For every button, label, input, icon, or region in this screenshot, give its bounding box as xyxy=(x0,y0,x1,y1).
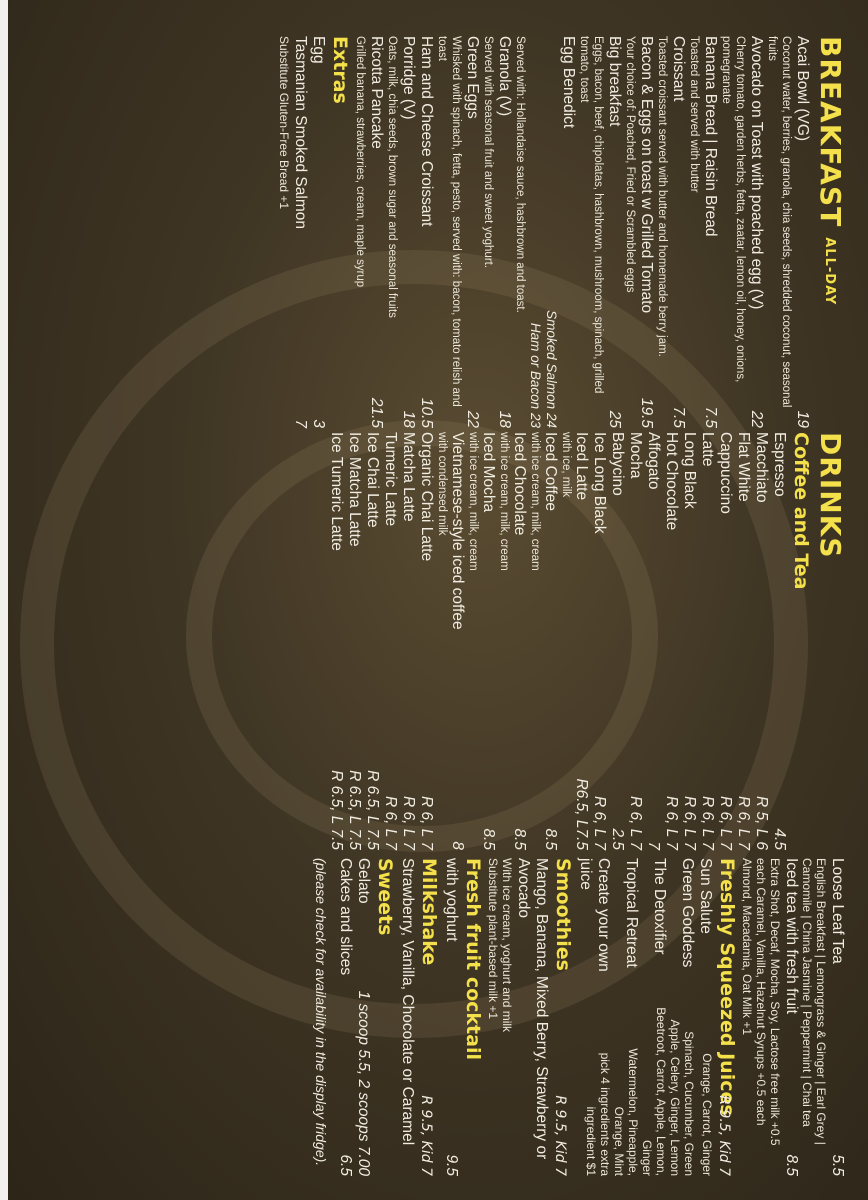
breakfast-item-name: Croissant xyxy=(670,36,687,102)
drink-item-name: Latte xyxy=(699,432,716,467)
iced-tea-row xyxy=(782,858,800,1176)
option-price: 24 xyxy=(544,412,559,428)
breakfast-item-desc: Cherry tomato, garden herbs, fetta, zaatar, lemon oil, honey, onions, pomegranate xyxy=(720,36,746,383)
drink-item-name: Ice Long Black xyxy=(591,432,608,534)
drink-item-price: R 6, L 7 xyxy=(717,795,734,850)
drink-item-name: Flat White xyxy=(735,432,752,502)
drink-item-row xyxy=(590,432,608,850)
juice-name: Green Goddess xyxy=(679,858,696,968)
breakfast-item-row xyxy=(463,36,481,428)
breakfast-item-name: Acai Bowl (VG) xyxy=(794,36,811,142)
smoothies-flavours-1: Mango, Banana, Mixed Berry, Strawberry or xyxy=(533,858,550,1160)
drink-item-name: Mocha xyxy=(627,432,644,479)
breakfast-item-price: 10.5 xyxy=(418,397,435,428)
egg-benedict-option xyxy=(527,36,543,428)
coffee-extras-line-2: each Caramel, Vanilla, Hazelnut Syrups +0.5 each xyxy=(754,858,768,1126)
juice-ingredients: Watermelon, Pineapple, Orange, Mint xyxy=(612,1048,640,1176)
drink-item-name: Matcha Latte xyxy=(400,432,417,522)
extras-item-name: Egg xyxy=(310,36,327,64)
drink-item-price: R 6, L 7 xyxy=(627,795,644,850)
sweets-heading: Sweets xyxy=(374,858,396,936)
drink-item-name: Iced Latte xyxy=(573,432,590,501)
drink-item xyxy=(399,432,417,850)
fruit-cocktail-heading: Fresh fruit cocktail xyxy=(462,858,484,1060)
breakfast-item-name: Big breakfast xyxy=(606,36,623,127)
breakfast-item-name: Avocado on Toast with poached egg (V) xyxy=(748,36,765,310)
breakfast-item-desc: Coconut water, berries, granola, chia seeds, shredded coconut, seasonal fruits xyxy=(766,36,792,408)
drink-item xyxy=(716,432,734,850)
iced-tea-label: Iced tea with fresh fruit xyxy=(783,858,800,1014)
juice-row xyxy=(612,858,640,1176)
breakfast-heading: BREAKFASTALL-DAY xyxy=(814,36,847,306)
drink-item-price: R 6, L 7 xyxy=(699,795,716,850)
drink-item-row xyxy=(626,432,644,850)
drink-item xyxy=(698,432,716,850)
extras-item-row xyxy=(291,36,309,428)
drink-item-row xyxy=(770,432,788,850)
drink-item-name: Ice Matcha Latte xyxy=(346,432,363,547)
drink-item-price: R 6, L 7 xyxy=(418,795,435,850)
milkshake-price: R 9.5, Kid 7 xyxy=(418,1095,434,1176)
drink-item-row xyxy=(345,432,363,850)
drink-item-price: 8.5 xyxy=(480,828,497,850)
drink-item-name: Macchiato xyxy=(753,432,770,503)
drink-item-name: Iced Chocolate xyxy=(511,432,528,536)
breakfast-item-desc: Your choice of: Poached, Fried or Scrambled eggs xyxy=(624,36,636,293)
drink-item-name: Hot Chocolate xyxy=(663,432,680,531)
option-label: Ham or Bacon xyxy=(528,322,543,410)
breakfast-item-desc: Oats, milk, chia seeds, brown sugar and seasonal fruits xyxy=(386,36,398,318)
breakfast-item-row xyxy=(701,36,719,428)
smoothies-flavours-2: Avocado xyxy=(515,858,532,919)
breakfast-list xyxy=(353,36,811,428)
drink-item-desc: with ice cream, milk, cream xyxy=(498,432,510,571)
gelato-row xyxy=(354,858,372,1176)
breakfast-item xyxy=(353,36,385,428)
breakfast-item-desc: Whisked with spinach, fetta, pesto, served with: bacon, tomato relish and toast xyxy=(436,36,462,407)
drinks-heading: DRINKS xyxy=(814,432,847,559)
cakes-row xyxy=(336,858,354,1176)
juice-ingredients: Orange, Carrot, Ginger xyxy=(700,1053,714,1176)
drink-item-row xyxy=(363,432,381,850)
drink-item-price: 8.5 xyxy=(511,828,528,850)
drink-item-row xyxy=(327,432,345,850)
breakfast-item-price: 19.5 xyxy=(638,397,655,428)
drink-item-row xyxy=(752,432,770,850)
extras-item-price: 3 xyxy=(310,419,327,428)
breakfast-item-price: 7.5 xyxy=(702,406,719,428)
drink-item-row xyxy=(734,432,752,850)
drink-item-desc: with ice, milk xyxy=(560,432,572,498)
breakfast-column xyxy=(277,36,846,428)
drink-item-price: 7 xyxy=(645,841,662,850)
drink-item-price: 4.5 xyxy=(771,828,788,850)
drink-item xyxy=(497,432,528,850)
coffee-tea-heading: Coffee and Tea xyxy=(790,432,812,590)
drink-item-name: Long Black xyxy=(681,432,698,509)
breakfast-item xyxy=(765,36,811,428)
juice-row xyxy=(640,858,668,1176)
breakfast-item xyxy=(623,36,655,428)
drink-item-row xyxy=(698,432,716,850)
breakfast-item-row xyxy=(367,36,385,428)
drink-item-name: Iced Coffee xyxy=(542,432,559,511)
drink-item-name: Tumeric Latte xyxy=(382,432,399,527)
breakfast-item-row xyxy=(793,36,811,428)
availability-note: (please check for availability in the display fridge). xyxy=(313,858,329,1167)
cakes-price: 6.5 xyxy=(337,1154,354,1176)
breakfast-item-name: Green Eggs xyxy=(464,36,481,119)
coffee-extras-line-3: Almond, Macadamia, Oat Milk +1 xyxy=(740,858,754,1036)
juice-row xyxy=(696,858,714,1176)
breakfast-item-price: 19 xyxy=(794,410,811,428)
breakfast-item-row xyxy=(417,36,435,428)
drink-item-desc: with condensed milk xyxy=(436,432,448,536)
drink-item xyxy=(559,432,590,850)
drink-item xyxy=(662,432,680,850)
drink-item xyxy=(590,432,608,850)
breakfast-item-desc: Served with: Hollandaise sauce, hashbrown and toast. xyxy=(514,36,526,313)
drinks-column xyxy=(327,432,846,850)
fruit-cocktail-desc: with yoghurt xyxy=(443,858,460,942)
juice-ingredients: pick 4 ingredients extra ingredient $1 xyxy=(584,1052,612,1176)
smoothies-note-1: With ice cream, yoghurt and milk xyxy=(500,858,514,1033)
drink-item-row xyxy=(399,432,417,850)
fruit-cocktail-row xyxy=(442,858,460,1176)
breakfast-item xyxy=(687,36,719,428)
drink-item xyxy=(626,432,644,850)
drink-item-row xyxy=(608,432,626,850)
drink-item-name: Espresso xyxy=(771,432,788,497)
drink-item xyxy=(466,432,497,850)
breakfast-item-desc: Grilled banana, strawberries, cream, maple syrup xyxy=(354,36,366,288)
breakfast-item xyxy=(435,36,481,428)
breakfast-item-price: 7.5 xyxy=(670,406,687,428)
iced-tea-price: 8.5 xyxy=(783,1154,800,1176)
gelato-price: 1 scoop 5.5, 2 scoops 7.00 xyxy=(355,990,372,1176)
drink-item-name: Affogato xyxy=(645,432,662,490)
breakfast-item-name: Porridge (V) xyxy=(400,36,417,120)
breakfast-item-name: Bacon & Eggs on toast w Grilled Tomato xyxy=(638,36,655,314)
extras-list xyxy=(291,36,327,428)
drink-item-name: Organic Chai Latte xyxy=(418,432,435,562)
drink-item-price: R 6, L 7 xyxy=(591,795,608,850)
extras-item-row xyxy=(309,36,327,428)
breakfast-item-name: Banana Bread | Raisin Bread xyxy=(702,36,719,237)
drink-item xyxy=(435,432,466,850)
drink-item xyxy=(644,432,662,850)
breakfast-item-price: 18 xyxy=(400,410,417,428)
extras-item-price: 7 xyxy=(292,419,309,428)
drink-item xyxy=(734,432,752,850)
juice-name: Create your own juice xyxy=(577,858,612,972)
breakfast-item-row xyxy=(669,36,687,428)
milkshake-heading: Milkshake R 9.5, Kid 7 xyxy=(417,858,440,1176)
breakfast-item-price: 22 xyxy=(748,410,765,428)
drink-item-name: Ice Tumeric Latte xyxy=(328,432,345,551)
breakfast-item-row xyxy=(559,36,577,428)
juice-name: Tropical Retreat xyxy=(623,858,640,968)
drink-item xyxy=(770,432,788,850)
drink-item xyxy=(752,432,770,850)
juice-row xyxy=(668,858,696,1176)
juice-name: Sun Salute xyxy=(697,858,714,934)
drink-item-row xyxy=(572,432,590,850)
menu-card xyxy=(8,0,868,1200)
breakfast-item-row xyxy=(495,36,513,428)
drinks-list xyxy=(327,432,788,850)
breakfast-item-name: Ricotta Pancake xyxy=(368,36,385,149)
drink-item-row xyxy=(417,432,435,850)
tea-list-line-1: English Breakfast | Lemongrass & Ginger | Earl Grey | xyxy=(814,858,828,1145)
breakfast-item xyxy=(481,36,513,428)
drink-item-name: Ice Chai Latte xyxy=(364,432,381,528)
breakfast-item-row xyxy=(605,36,623,428)
breakfast-item xyxy=(385,36,417,428)
breakfast-item-price: 22 xyxy=(464,410,481,428)
drink-item-name: Iced Mocha xyxy=(480,432,497,513)
gluten-free-note: Substitute Gluten-Free Bread +1 xyxy=(277,36,291,210)
drink-item xyxy=(417,432,435,850)
breakfast-item xyxy=(577,36,623,428)
drink-item-row xyxy=(479,432,497,850)
breakfast-item xyxy=(719,36,765,428)
breakfast-item-row xyxy=(747,36,765,428)
juice-ingredients: Spinach, Cucumber, Green Apple, Celery, Ginger, Lemon xyxy=(668,1019,696,1176)
drink-item-price: 2.5 xyxy=(609,828,626,850)
breakfast-item-name: Granola (V) xyxy=(496,36,513,117)
drink-item-price: R 6, L 7 xyxy=(681,795,698,850)
drink-item-row xyxy=(680,432,698,850)
juices-price: R 9.5, Kid 7 xyxy=(716,1095,732,1176)
drink-item-name: Cappuccino xyxy=(717,432,734,514)
breakfast-item-row xyxy=(637,36,655,428)
breakfast-item-desc: Eggs, bacon, beef, chipolatas, hashbrown, mushroom, spinach, grilled tomato, toast xyxy=(578,36,604,394)
tea-list-line-2: Camomile | China Jasmine | Peppermint | Chai tea xyxy=(800,858,814,1127)
breakfast-item-price: 21.5 xyxy=(368,397,385,428)
drink-item xyxy=(381,432,399,850)
drink-item-price: R6.5, L7.5 xyxy=(573,778,590,850)
extras-heading: Extras xyxy=(329,36,351,104)
smoothies-heading: Smoothies R 9.5, Kid 7 xyxy=(551,858,574,1176)
fruit-cocktail-price: 9.5 xyxy=(443,1154,460,1176)
breakfast-item xyxy=(655,36,687,428)
breakfast-item-row xyxy=(399,36,417,428)
drink-item-row xyxy=(541,432,559,850)
drink-item-row xyxy=(510,432,528,850)
drink-item-desc: with ice cream, milk, cream xyxy=(467,432,479,571)
coffee-extras-line-1: Extra Shot, Decaf, Mocha, Soy, Lactose free milk +0.5 xyxy=(768,858,782,1146)
drink-item xyxy=(608,432,626,850)
breakfast-item-name: Egg Benedict xyxy=(560,36,577,129)
drink-item-price: R 6.5, L 7.5 xyxy=(328,770,345,850)
juice-name: The Detoxifier xyxy=(651,858,668,955)
drink-item xyxy=(363,432,381,850)
breakfast-item-desc: Toasted and served with butter xyxy=(688,36,700,193)
loose-leaf-tea-row xyxy=(828,858,846,1176)
loose-leaf-tea-label: Loose Leaf Tea xyxy=(829,858,846,964)
drink-item-price: 8.5 xyxy=(542,828,559,850)
extras-item-name: Tasmanian Smoked Salmon xyxy=(292,36,309,229)
drink-item-price: R 6.5, L 7.5 xyxy=(364,770,381,850)
drink-item-row xyxy=(448,432,466,850)
drink-item-price: R 6.5, L 7.5 xyxy=(346,770,363,850)
juice-row xyxy=(576,858,612,1176)
drink-item xyxy=(680,432,698,850)
drink-item-price: R 6, L 7 xyxy=(382,795,399,850)
drink-item-name: Babycino xyxy=(609,432,626,496)
option-label: Smoked Salmon xyxy=(544,310,559,410)
drink-item xyxy=(345,432,363,850)
breakfast-item-desc: Toasted croissant served with butter and homemade berry jam. xyxy=(656,36,668,357)
juice-ingredients: Beetroot, Carrot, Apple, Lemon, Ginger xyxy=(640,1007,668,1176)
juices-heading: Freshly Squeezed Juices R 9.5, Kid 7 xyxy=(715,858,738,1176)
drink-item-price: R 6, L 7 xyxy=(663,795,680,850)
breakfast-item-name: Ham and Cheese Croissant xyxy=(418,36,435,227)
breakfast-item-desc: Served with seasonal fruit and sweet yoghurt. xyxy=(482,36,494,269)
right-column xyxy=(312,858,846,1176)
drink-item xyxy=(528,432,559,850)
drink-item-desc: with ice cream, milk, cream xyxy=(529,432,541,571)
breakfast-item xyxy=(513,36,577,428)
loose-leaf-tea-price: 5.5 xyxy=(829,1154,846,1176)
juices-list xyxy=(576,858,714,1176)
drink-item-price: R 5, L 6 xyxy=(753,795,770,850)
drink-item-price: R 6, L 7 xyxy=(400,795,417,850)
smoothies-note-2: Substitute plant-based milk +1 xyxy=(486,858,500,1020)
drink-item-row xyxy=(644,432,662,850)
drink-item-price: R 6, L 7 xyxy=(735,795,752,850)
milkshake-flavours: Strawberry, Vanilla, Chocolate or Caramel xyxy=(399,858,416,1146)
breakfast-item-price: 18 xyxy=(496,410,513,428)
drink-item-price: 8 xyxy=(449,841,466,850)
drink-item-name: Vietnamese-style iced coffee xyxy=(449,432,466,630)
breakfast-item xyxy=(417,36,435,428)
breakfast-item-price: 25 xyxy=(606,410,623,428)
option-price: 23 xyxy=(528,412,543,428)
drink-item-row xyxy=(662,432,680,850)
drink-item xyxy=(327,432,345,850)
egg-benedict-option xyxy=(543,36,559,428)
drink-item-row xyxy=(381,432,399,850)
drink-item-row xyxy=(716,432,734,850)
gelato-label: Gelato xyxy=(355,858,372,904)
cakes-label: Cakes and slices xyxy=(337,858,354,976)
smoothies-price: R 9.5, Kid 7 xyxy=(552,1095,568,1176)
